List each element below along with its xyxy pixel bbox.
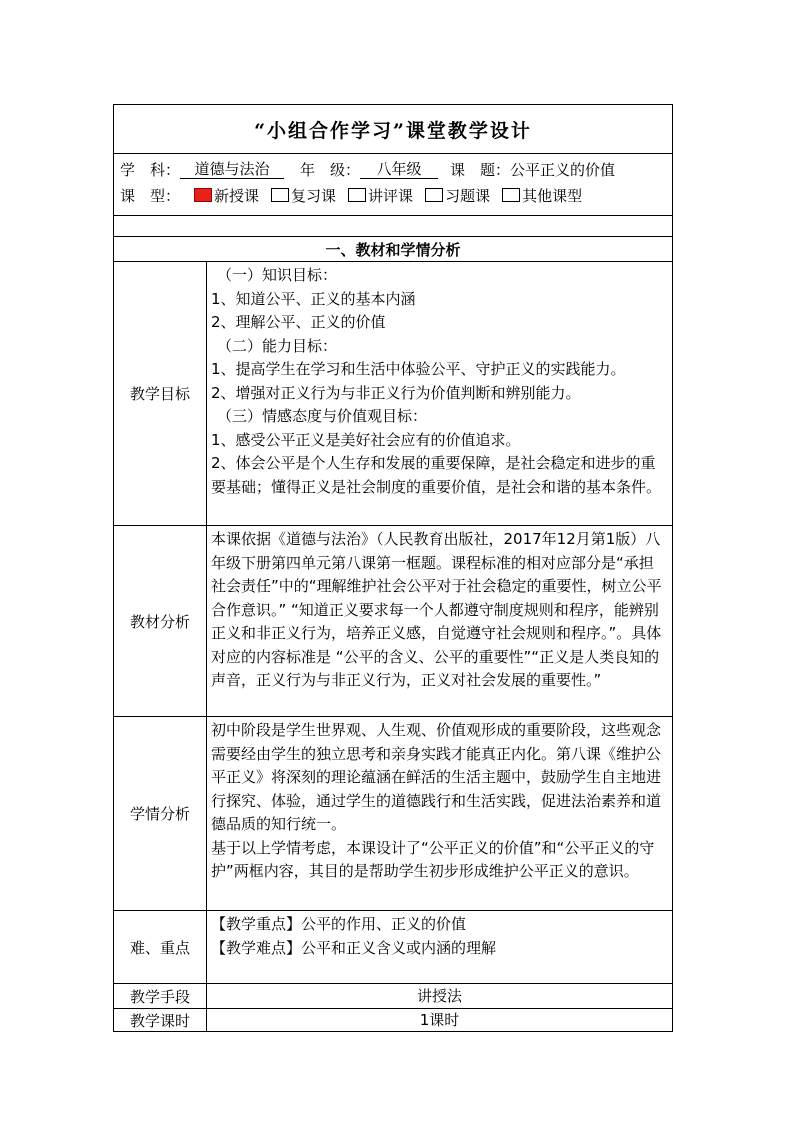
lesson-type-new[interactable] [194,185,259,206]
objectives-content [207,262,672,525]
lesson-type-label: 复习课 [291,186,337,205]
row-label: 教学目标 [114,262,207,525]
lesson-type-label: 其他课型 [522,186,583,205]
row-method [114,984,672,1009]
row-label: 学情分析 [114,717,207,910]
objective-line: 1、提高学生在学习和生活中体验公平、守护正义的实践能力。 [211,360,626,378]
checkbox-icon[interactable] [194,188,212,202]
document-title: “小组合作学习”课堂教学设计 [114,105,672,154]
objective-line: 2、体会公平是个人生存和发展的重要保障，是社会稳定和进步的重要基础；懂得正义是社会制度的重要价值，是社会和谐的基本条件。 [211,454,662,496]
spacer-row [114,216,672,237]
objective-line: 1、知道公平、正义的基本内涵 [211,289,416,308]
lesson-type-other[interactable] [502,185,582,206]
students-paragraph: 基于以上学情考虑，本课设计了“公平正义的价值”和“公平正义的守护”两框内容，其目的是帮助学生初步形成维护公平正义的意识。 [211,838,655,880]
row-label: 教学手段 [114,984,207,1008]
keypoints-content [207,911,672,983]
textbook-text: 本课依据《道德与法治》（人民教育出版社，2017年12月第1版）八年级下册第四单元第八课第一框题。课程标准的相对应部分是“承担社会责任”中的“理解维护社会公平对于社会稳定的重要性，树立公平合作意识。” “知道正义要求每一个人都遵守制度规则和程序，能辨别正义和非正义行为，培养正义感，自觉遵守社会规则和程序。”。具体对应的内容标准是 “公平的含义、公平的重要性”“正义是人类良知的声音，正义行为与非正义行为，正义对社会发展的重要性。” [211,530,662,689]
section-title: 一、教材和学情分析 [114,237,672,262]
lesson-plan-table [113,104,673,1032]
lesson-type-commentary[interactable] [348,185,413,206]
row-students [114,717,672,911]
students-paragraph: 初中阶段是学生世界观、人生观、价值观形成的重要阶段，这些观念需要经由学生的独立思考和亲身实践才能真正内化。第八课《维护公平正义》将深刻的理论蕴涵在鲜活的生活主题中，鼓励学生自主地进行探究、体验，通过学生的道德践行和生活实践，促进法治素养和道德品质的知行统一。 [211,721,662,833]
method-value: 讲授法 [416,987,462,1005]
row-label: 教学课时 [114,1009,207,1031]
row-textbook [114,526,672,717]
topic-label: 课 题： [450,160,511,179]
lesson-type-review[interactable] [271,185,336,206]
students-content [207,717,672,910]
hours-value: 1课时 [419,1011,460,1029]
textbook-content [207,526,672,716]
subject-value: 道德与法治 [180,160,284,179]
objective-line: 2、理解公平、正义的价值 [211,313,386,331]
topic-value: 公平正义的价值 [510,160,616,179]
grade-label: 年 级： [300,160,361,179]
lesson-type-exercise[interactable] [425,185,490,206]
objective-line: 1、感受公平正义是美好社会应有的价值追求。 [211,430,521,449]
meta-line-subject [120,156,666,182]
meta-line-type [120,182,666,208]
grade-value: 八年级 [360,160,438,179]
objective-line: （二）能力目标： [217,336,338,355]
checkbox-icon[interactable] [502,188,520,202]
lesson-type-label: 讲评课 [368,186,414,205]
type-label: 课 型： [120,186,181,205]
objective-line: 2、增强对正义行为与非正义行为价值判断和辨别能力。 [211,383,581,402]
row-label: 教材分析 [114,526,207,716]
row-objectives [114,262,672,526]
row-keypoints [114,911,672,984]
objective-line: （三）情感态度与价值观目标： [217,407,428,425]
row-label: 难、重点 [114,911,207,983]
checkbox-icon[interactable] [271,188,289,202]
row-hours [114,1009,672,1031]
keypoint-line: 【教学重点】公平的作用、正义的价值 [211,915,467,933]
lesson-type-label: 新授课 [214,186,260,205]
checkbox-icon[interactable] [348,188,366,202]
checkbox-icon[interactable] [425,188,443,202]
subject-label: 学 科： [120,160,181,179]
objective-line: （一）知识目标： [217,266,338,284]
keypoint-line: 【教学难点】公平和正义含义或内涵的理解 [211,938,497,957]
meta-block [114,154,672,216]
lesson-type-label: 习题课 [445,186,491,205]
